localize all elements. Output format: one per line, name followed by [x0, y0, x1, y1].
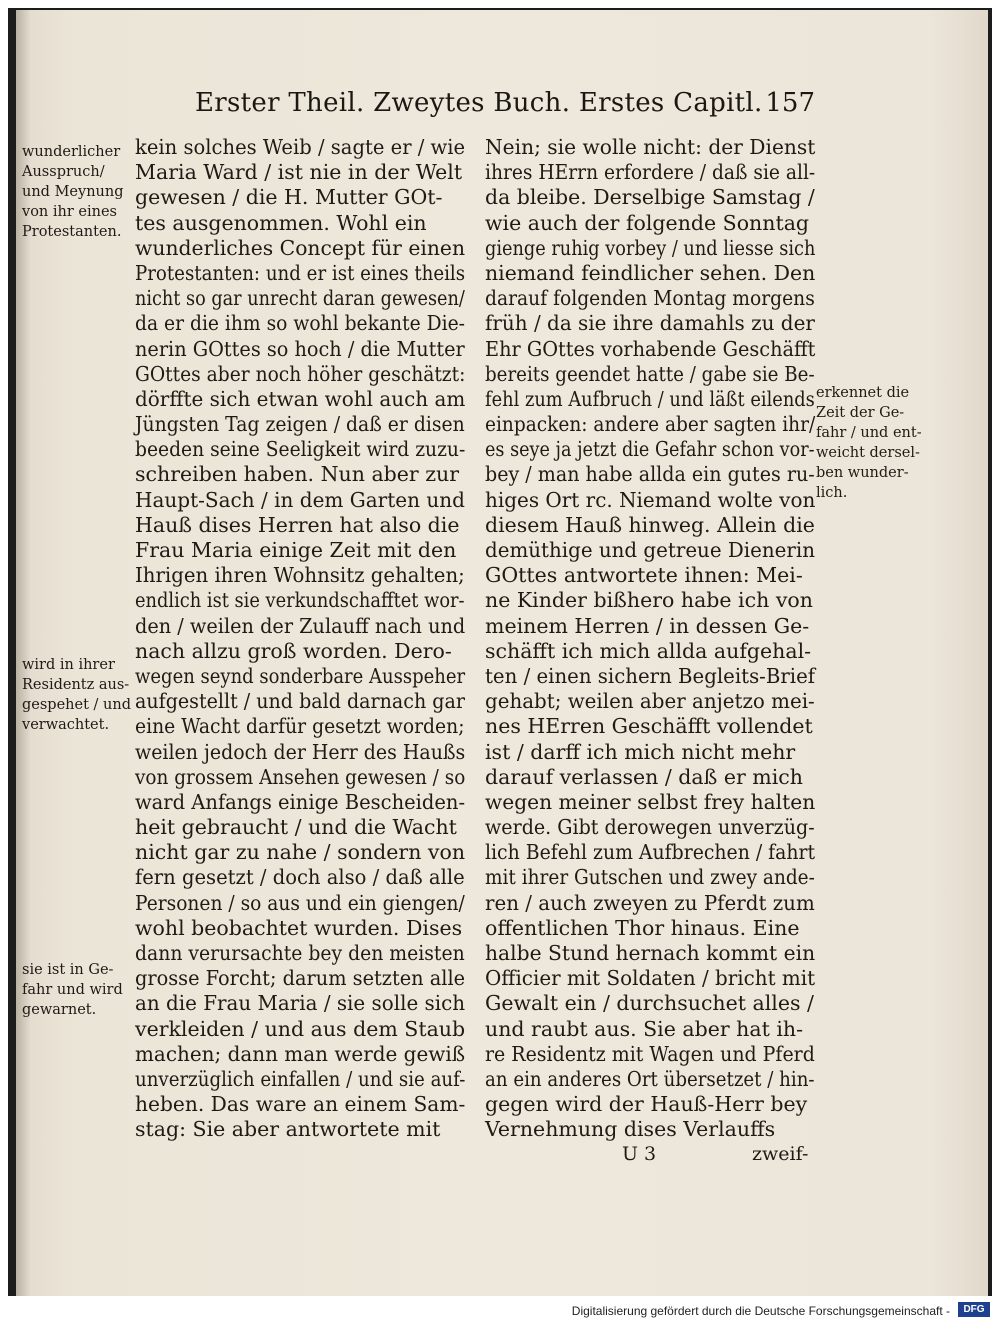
- text-line: diesem Hauß hinweg. Allein die: [485, 512, 815, 537]
- text-line: Ihrigen ihren Wohnsitz gehalten;: [135, 563, 465, 588]
- margin-note-line: fahr und wird: [22, 982, 123, 998]
- text-line: re Residentz mit Wagen und Pferd: [485, 1041, 815, 1066]
- margin-note-left-2: [22, 655, 131, 735]
- text-line: Nein; sie wolle nicht: der Dienst: [485, 135, 816, 159]
- margin-note-line: sie ist in Ge-: [22, 962, 114, 978]
- text-line: ren / auch zweyen zu Pferdt zum: [485, 890, 815, 915]
- text-line: fehl zum Aufbruch / und läßt eilends: [485, 386, 815, 411]
- text-line: ne Kinder bißhero habe ich von: [485, 588, 813, 613]
- text-line: meinem Herren / in dessen Ge-: [485, 613, 810, 638]
- text-line: lich Befehl zum Aufbrechen / fahrt: [485, 840, 816, 865]
- margin-note-line: gespehet / und: [22, 697, 131, 713]
- page-number: 157: [765, 88, 815, 118]
- text-line: schäfft ich mich allda aufgehal-: [485, 638, 812, 663]
- signature-mark: U 3: [622, 1143, 657, 1165]
- dfg-logo: DFG: [958, 1302, 990, 1317]
- text-line: Vernehmung dises Verlauffs: [485, 1117, 776, 1142]
- text-line: Frau Maria einige Zeit mit den: [135, 538, 457, 562]
- margin-note-left-3: [22, 960, 123, 1020]
- margin-note-line: gewarnet.: [22, 1002, 97, 1018]
- text-line: wegen meiner selbst frey halten: [485, 789, 816, 814]
- text-line: tes ausgenommen. Wohl ein: [135, 210, 427, 235]
- margin-note-right-1: [816, 383, 922, 503]
- text-line: niemand feindlicher sehen. Den: [485, 260, 816, 285]
- text-line: darauf folgenden Montag morgens: [485, 286, 815, 311]
- text-line: GOttes aber noch höher geschätzt:: [135, 361, 466, 386]
- text-line: bereits geendet hatte / gabe sie Be-: [485, 361, 815, 386]
- text-line: an die Frau Maria / sie solle sich: [135, 991, 466, 1016]
- text-line: Jüngsten Tag zeigen / daß er disen: [135, 412, 465, 437]
- text-line: halbe Stund hernach kommt ein: [485, 941, 816, 965]
- text-line: ward Anfangs einige Bescheiden-: [135, 789, 466, 814]
- margin-note-line: lich.: [816, 485, 848, 501]
- text-line: und raubt aus. Sie aber hat ih-: [485, 1016, 804, 1041]
- margin-note-line: Protestanten.: [22, 224, 122, 240]
- text-line: GOttes antwortete ihnen: Mei-: [485, 563, 803, 588]
- margin-note-line: Ausspruch/: [22, 164, 105, 180]
- text-line: gegen wird der Hauß-Herr bey: [485, 1092, 808, 1117]
- text-line: da bleibe. Derselbige Samstag /: [485, 185, 815, 210]
- text-line: Gewalt ein / durchsuchet alles /: [485, 991, 814, 1016]
- margin-note-line: wird in ihrer: [22, 657, 115, 673]
- text-line: offentlichen Thor hinaus. Eine: [485, 915, 800, 940]
- margin-note-line: wunderlicher: [22, 144, 121, 160]
- text-line: nach allzu groß worden. Dero-: [135, 638, 452, 663]
- margin-note-left-1: [22, 142, 124, 242]
- text-line: bey / man habe allda ein gutes ru-: [485, 462, 815, 487]
- text-line: nes HErren Geschäfft vollendet: [485, 714, 813, 739]
- text-line: es seye ja jetzt die Gefahr schon vor-: [485, 437, 815, 462]
- text-line: aufgestellt / und bald darnach gar: [135, 689, 465, 714]
- text-line: verkleiden / und aus dem Staub: [135, 1016, 466, 1041]
- text-line: darauf verlassen / daß er mich: [485, 764, 803, 789]
- text-line: kein solches Weib / sagte er / wie: [135, 135, 466, 159]
- text-line: grosse Forcht; darum setzten alle: [135, 966, 466, 991]
- text-line: wunderliches Concept für einen: [135, 235, 466, 260]
- text-line: Maria Ward / ist nie in der Welt: [135, 160, 463, 185]
- text-line: demüthige und getreue Dienerin: [485, 538, 816, 562]
- text-line: nerin GOttes so hoch / die Mutter: [135, 336, 465, 361]
- margin-note-line: von ihr eines: [22, 204, 117, 220]
- text-line: Haupt-Sach / in dem Garten und: [135, 487, 465, 512]
- text-line: fern gesetzt / doch also / daß alle: [135, 865, 465, 890]
- margin-note-line: Residentz aus-: [22, 677, 130, 693]
- text-line: ist / darff ich mich nicht mehr: [485, 739, 796, 764]
- text-line: nicht so gar unrecht daran gewesen/: [135, 286, 465, 311]
- running-title: Erster Theil. Zweytes Buch. Erstes Capitl.: [195, 88, 763, 118]
- digitization-credit: Digitalisierung gefördert durch die Deutsche Forschungsgemeinschaft -: [571, 1304, 950, 1318]
- text-line: Personen / so aus und ein giengen/: [135, 890, 465, 915]
- text-line: da er die ihm so wohl bekante Die-: [135, 311, 465, 336]
- text-line: heit gebraucht / und die Wacht: [135, 815, 457, 840]
- text-line: unverzüglich einfallen / und sie auf-: [135, 1066, 466, 1091]
- text-line: wegen seynd sonderbare Ausspeher: [135, 663, 466, 688]
- text-line: Officier mit Soldaten / bricht mit: [485, 966, 816, 991]
- text-line: eine Wacht darfür gesetzt worden;: [135, 714, 465, 739]
- text-line: machen; dann man werde gewiß: [135, 1041, 466, 1066]
- text-line: dörffte sich etwan wohl auch am: [135, 386, 466, 411]
- text-line: beeden seine Seeligkeit wird zuzu-: [135, 437, 466, 462]
- text-line: gehabt; weilen aber anjetzo mei-: [485, 689, 815, 714]
- text-line: an ein anderes Ort übersetzet / hin-: [485, 1066, 815, 1091]
- catchword: zweif-: [752, 1143, 809, 1165]
- text-line: Hauß dises Herren hat also die: [135, 512, 460, 537]
- text-line: gienge ruhig vorbey / und liesse sich: [485, 235, 816, 260]
- text-column-right: [485, 135, 815, 1143]
- margin-note-line: weicht dersel-: [816, 445, 920, 461]
- text-line: von grossem Ansehen gewesen / so: [135, 764, 466, 789]
- text-line: ihres HErrn erfordere / daß sie all-: [485, 160, 816, 185]
- text-line: den / weilen der Zulauff nach und: [135, 613, 466, 638]
- margin-note-line: Zeit der Ge-: [816, 405, 905, 421]
- text-line: Protestanten: und er ist eines theils: [135, 260, 466, 285]
- margin-note-line: ben wunder-: [816, 465, 909, 481]
- text-line: heben. Das ware an einem Sam-: [135, 1092, 466, 1117]
- text-line: mit ihrer Gutschen und zwey ande-: [485, 865, 815, 890]
- text-line: weilen jedoch der Herr des Haußs: [135, 739, 466, 764]
- margin-note-line: verwachtet.: [22, 717, 110, 733]
- text-column-left: [135, 135, 465, 1143]
- text-line: dann verursachte bey den meisten: [135, 941, 465, 965]
- text-line: Ehr GOttes vorhabende Geschäfft: [485, 336, 816, 361]
- text-line: werde. Gibt derowegen unverzüg-: [485, 815, 815, 840]
- text-line: früh / da sie ihre damahls zu der: [485, 311, 815, 336]
- page-header: [195, 88, 815, 128]
- text-line: schreiben haben. Nun aber zur: [135, 462, 460, 487]
- margin-note-line: und Meynung: [22, 184, 124, 200]
- margin-note-line: fahr / und ent-: [816, 425, 922, 441]
- text-line: wie auch der folgende Sonntag: [485, 210, 810, 235]
- margin-note-line: erkennet die: [816, 385, 910, 401]
- text-line: nicht gar zu nahe / sondern von: [135, 840, 466, 865]
- text-line: gewesen / die H. Mutter GOt-: [135, 185, 443, 210]
- text-line: einpacken: andere aber sagten ihr/: [485, 412, 816, 437]
- text-line: stag: Sie aber antwortete mit: [135, 1117, 441, 1142]
- text-line: endlich ist sie verkundschafftet wor-: [135, 588, 465, 613]
- text-line: higes Ort rc. Niemand wolte von: [485, 487, 816, 512]
- text-line: wohl beobachtet wurden. Dises: [135, 915, 463, 940]
- text-line: ten / einen sichern Begleits-Brief: [485, 663, 816, 688]
